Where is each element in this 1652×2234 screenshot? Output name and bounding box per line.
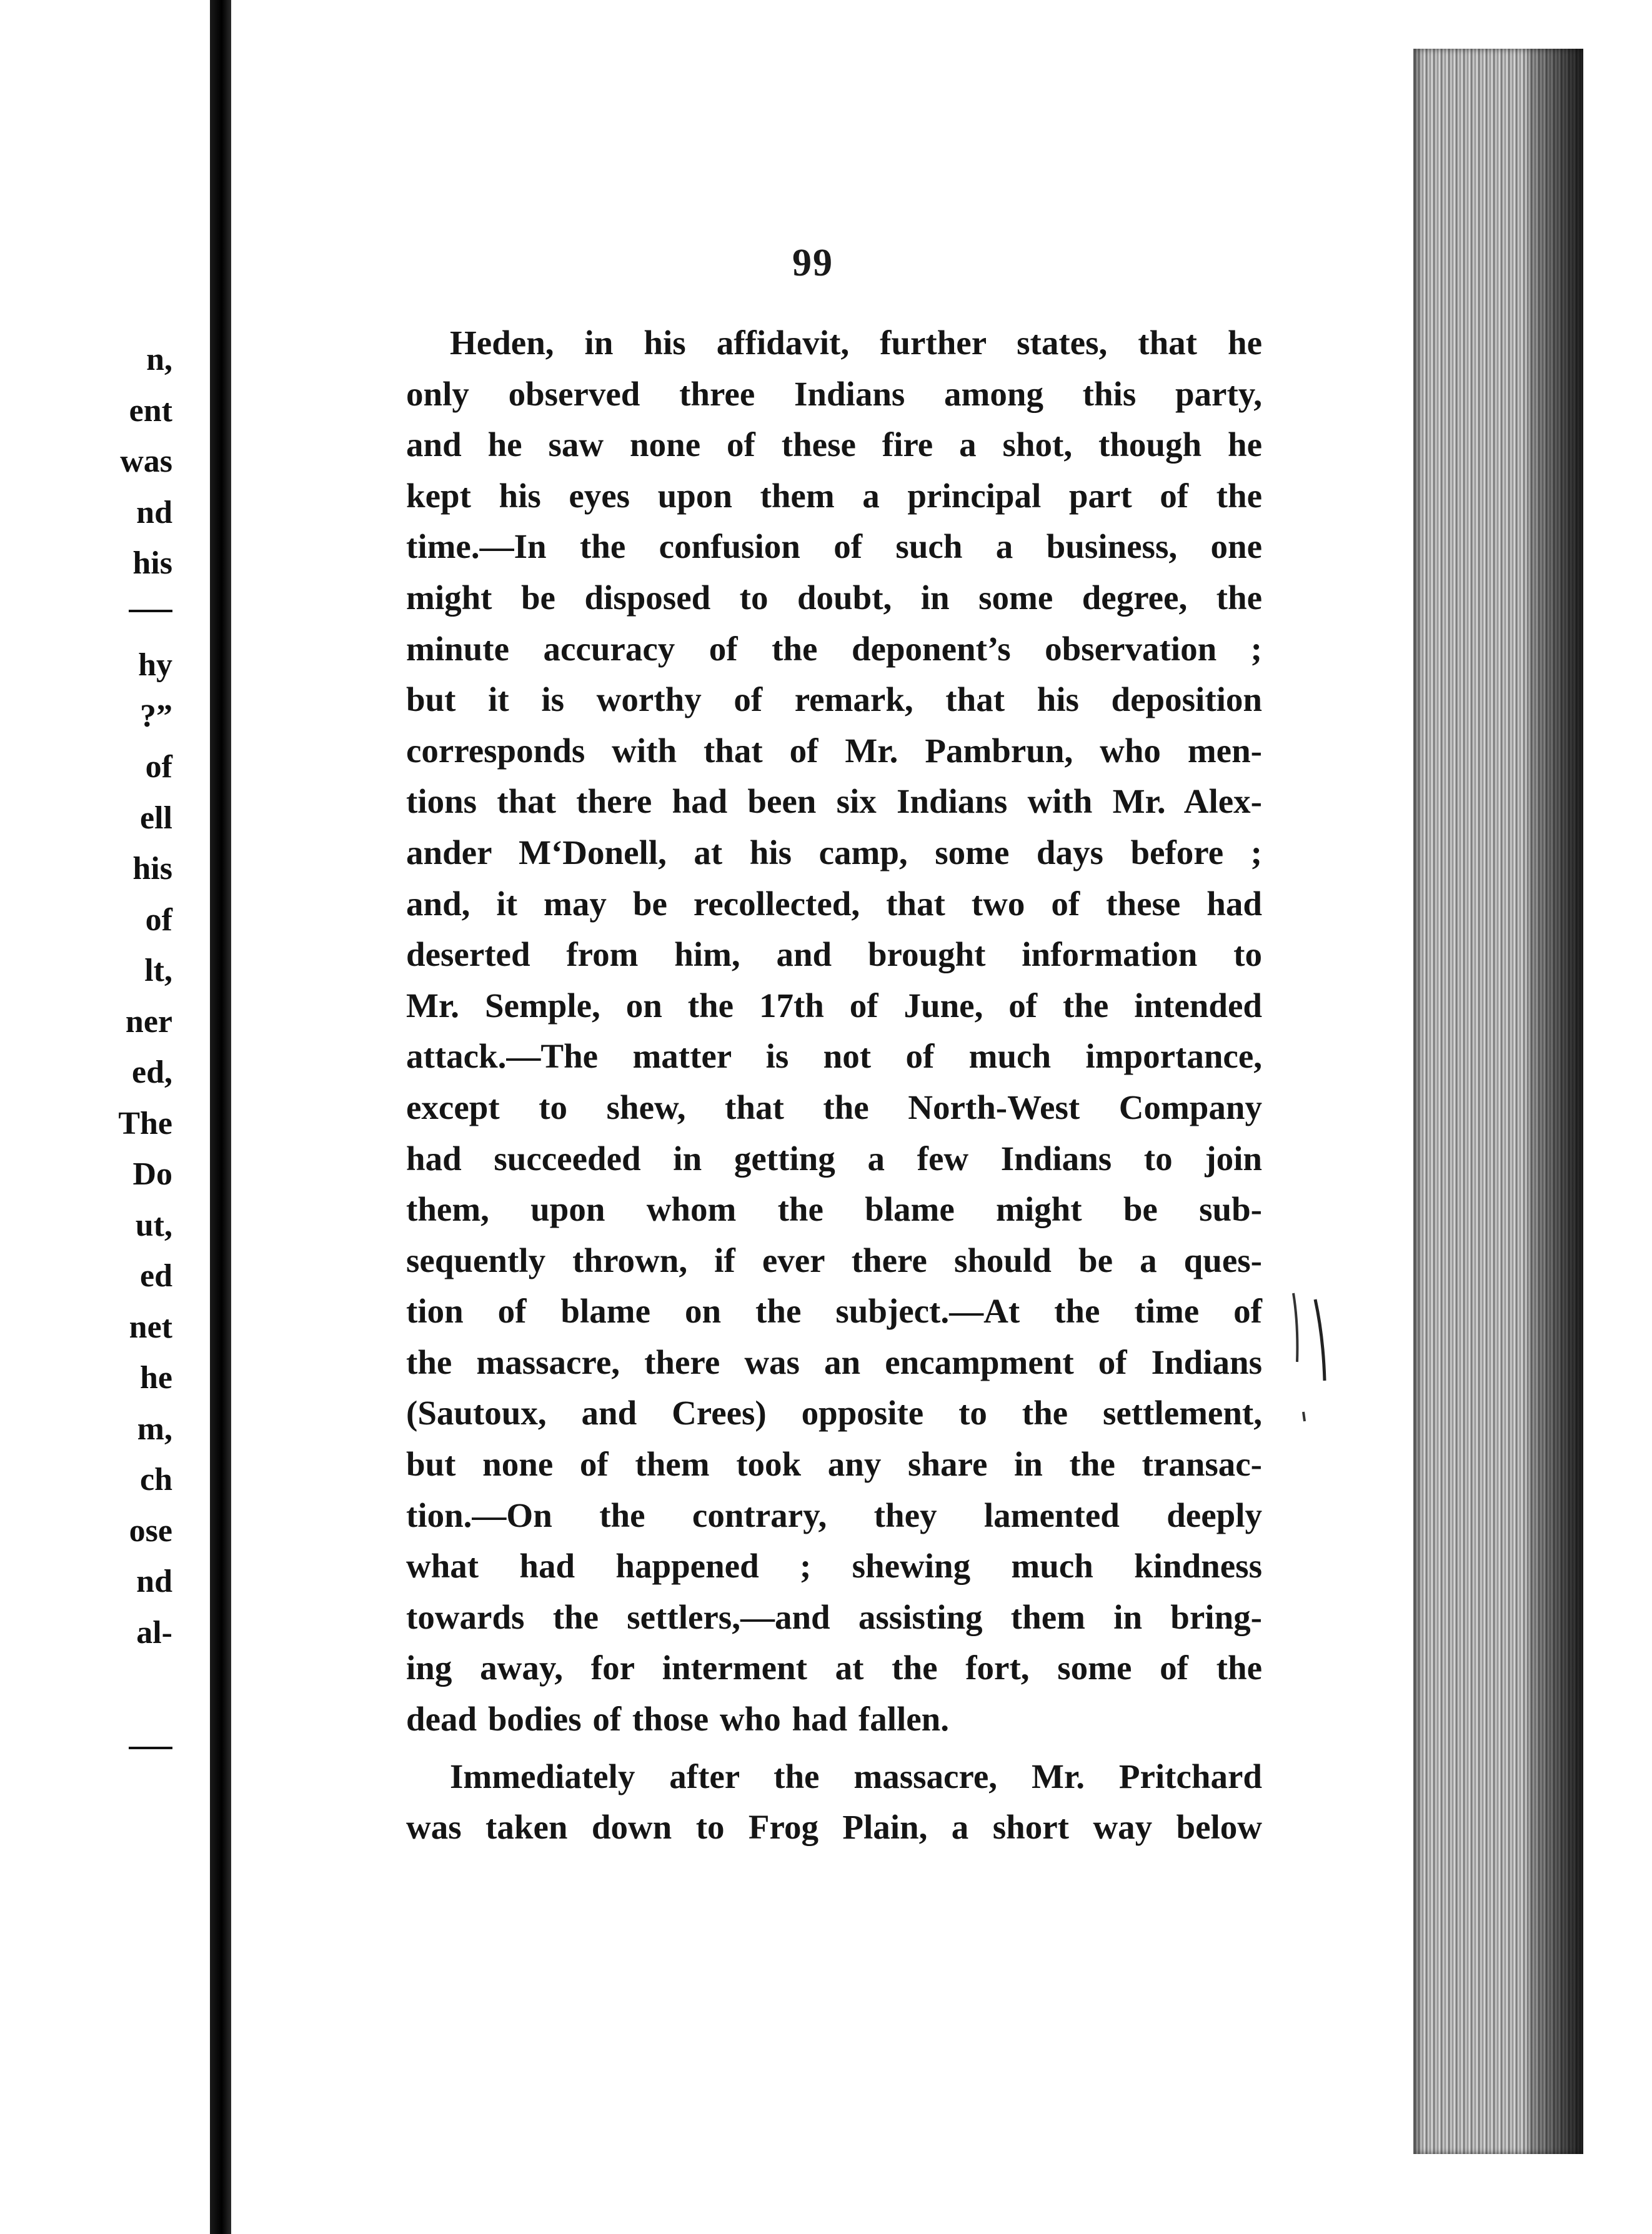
- pencil-mark-icon: [1281, 1287, 1337, 1431]
- text-line: and, it may be recollected, that two of these had: [406, 884, 1262, 923]
- text-line: them, upon whom the blame might be sub-: [406, 1190, 1262, 1229]
- text-line: minute accuracy of the deponent’s observation ;: [406, 629, 1262, 668]
- left-fragment: lt,: [144, 953, 172, 988]
- left-page-rule: [129, 1747, 172, 1749]
- text-line: might be disposed to doubt, in some degree, the: [406, 578, 1262, 617]
- text-line: deserted from him, and brought information to: [406, 935, 1262, 974]
- left-fragment: ut,: [135, 1207, 172, 1243]
- left-fragment: m,: [137, 1411, 172, 1447]
- text-line: time.—In the confusion of such a business, one: [406, 527, 1262, 566]
- left-fragment: his: [132, 545, 172, 581]
- left-facing-page: [0, 0, 210, 2234]
- left-fragment: was: [120, 444, 172, 479]
- text-line: what had happened ; shewing much kindness: [406, 1547, 1262, 1586]
- left-fragment: his: [132, 851, 172, 886]
- text-line: attack.—The matter is not of much importance,: [406, 1037, 1262, 1076]
- left-fragment: ose: [129, 1512, 172, 1549]
- left-fragment: n,: [146, 342, 172, 377]
- left-fragment: ner: [125, 1003, 172, 1040]
- text-line: dead bodies of those who had fallen.: [406, 1700, 950, 1739]
- page-edge: [1413, 49, 1583, 2154]
- left-fragment: of: [145, 901, 172, 938]
- left-fragment: ed: [140, 1258, 172, 1294]
- text-line: except to shew, that the North-West Company: [406, 1088, 1262, 1126]
- text-line: (Sautoux, and Crees) opposite to the settlement,: [406, 1394, 1262, 1432]
- text-line: tions that there had been six Indians with Mr. Alex-: [406, 782, 1262, 821]
- text-line: kept his eyes upon them a principal part of the: [406, 476, 1262, 515]
- left-fragment: nd: [136, 494, 172, 530]
- left-fragment: [0, 589, 210, 640]
- left-fragment: ed,: [132, 1055, 172, 1090]
- body-text: [406, 317, 1262, 1853]
- left-fragment: ?”: [140, 698, 172, 734]
- text-line: tion of blame on the subject.—At the time of: [406, 1292, 1262, 1331]
- text-line: ander M‘Donell, at his camp, some days before ;: [406, 833, 1262, 871]
- paragraph-gap: [406, 1745, 1262, 1751]
- text-line: and he saw none of these fire a shot, though he: [406, 425, 1262, 464]
- left-fragment: nd: [136, 1564, 172, 1599]
- left-fragment: he: [140, 1360, 172, 1396]
- text-line: Immediately after the massacre, Mr. Pritchard: [450, 1757, 1262, 1795]
- text-line: sequently thrown, if ever there should be a ques-: [406, 1241, 1262, 1279]
- left-fragment: net: [129, 1309, 172, 1345]
- left-fragment: ell: [140, 800, 172, 836]
- text-line: but it is worthy of remark, that his deposition: [406, 680, 1262, 719]
- text-line: was taken down to Frog Plain, a short way below: [406, 1808, 1262, 1847]
- text-line: towards the settlers,—and assisting them in bring-: [406, 1597, 1262, 1636]
- text-line: corresponds with that of Mr. Pambrun, who men-: [406, 731, 1262, 770]
- text-line: ing away, for interment at the fort, some of the: [406, 1649, 1262, 1687]
- outer-margin: [1583, 0, 1652, 2234]
- book-gutter: [210, 0, 231, 2234]
- left-fragment: Do: [132, 1156, 172, 1192]
- text-line: Heden, in his affidavit, further states, that he: [450, 324, 1262, 362]
- left-fragment: ch: [140, 1462, 172, 1497]
- text-line: had succeeded in getting a few Indians to join: [406, 1139, 1262, 1178]
- left-page-text-fragments: [0, 334, 210, 1658]
- page-number: 99: [792, 242, 833, 284]
- left-fragment: The: [118, 1105, 172, 1141]
- left-fragment: al-: [136, 1614, 172, 1651]
- text-line: only observed three Indians among this party,: [406, 374, 1262, 413]
- left-page-rule: [129, 610, 172, 612]
- text-line: Mr. Semple, on the 17th of June, of the intended: [406, 986, 1262, 1025]
- text-line: tion.—On the contrary, they lamented deeply: [406, 1496, 1262, 1534]
- left-fragment: hy: [138, 647, 172, 683]
- left-fragment: of: [145, 749, 172, 785]
- left-fragment: ent: [129, 392, 172, 429]
- text-line: but none of them took any share in the transac-: [406, 1445, 1262, 1484]
- text-line: the massacre, there was an encampment of Indians: [406, 1343, 1262, 1381]
